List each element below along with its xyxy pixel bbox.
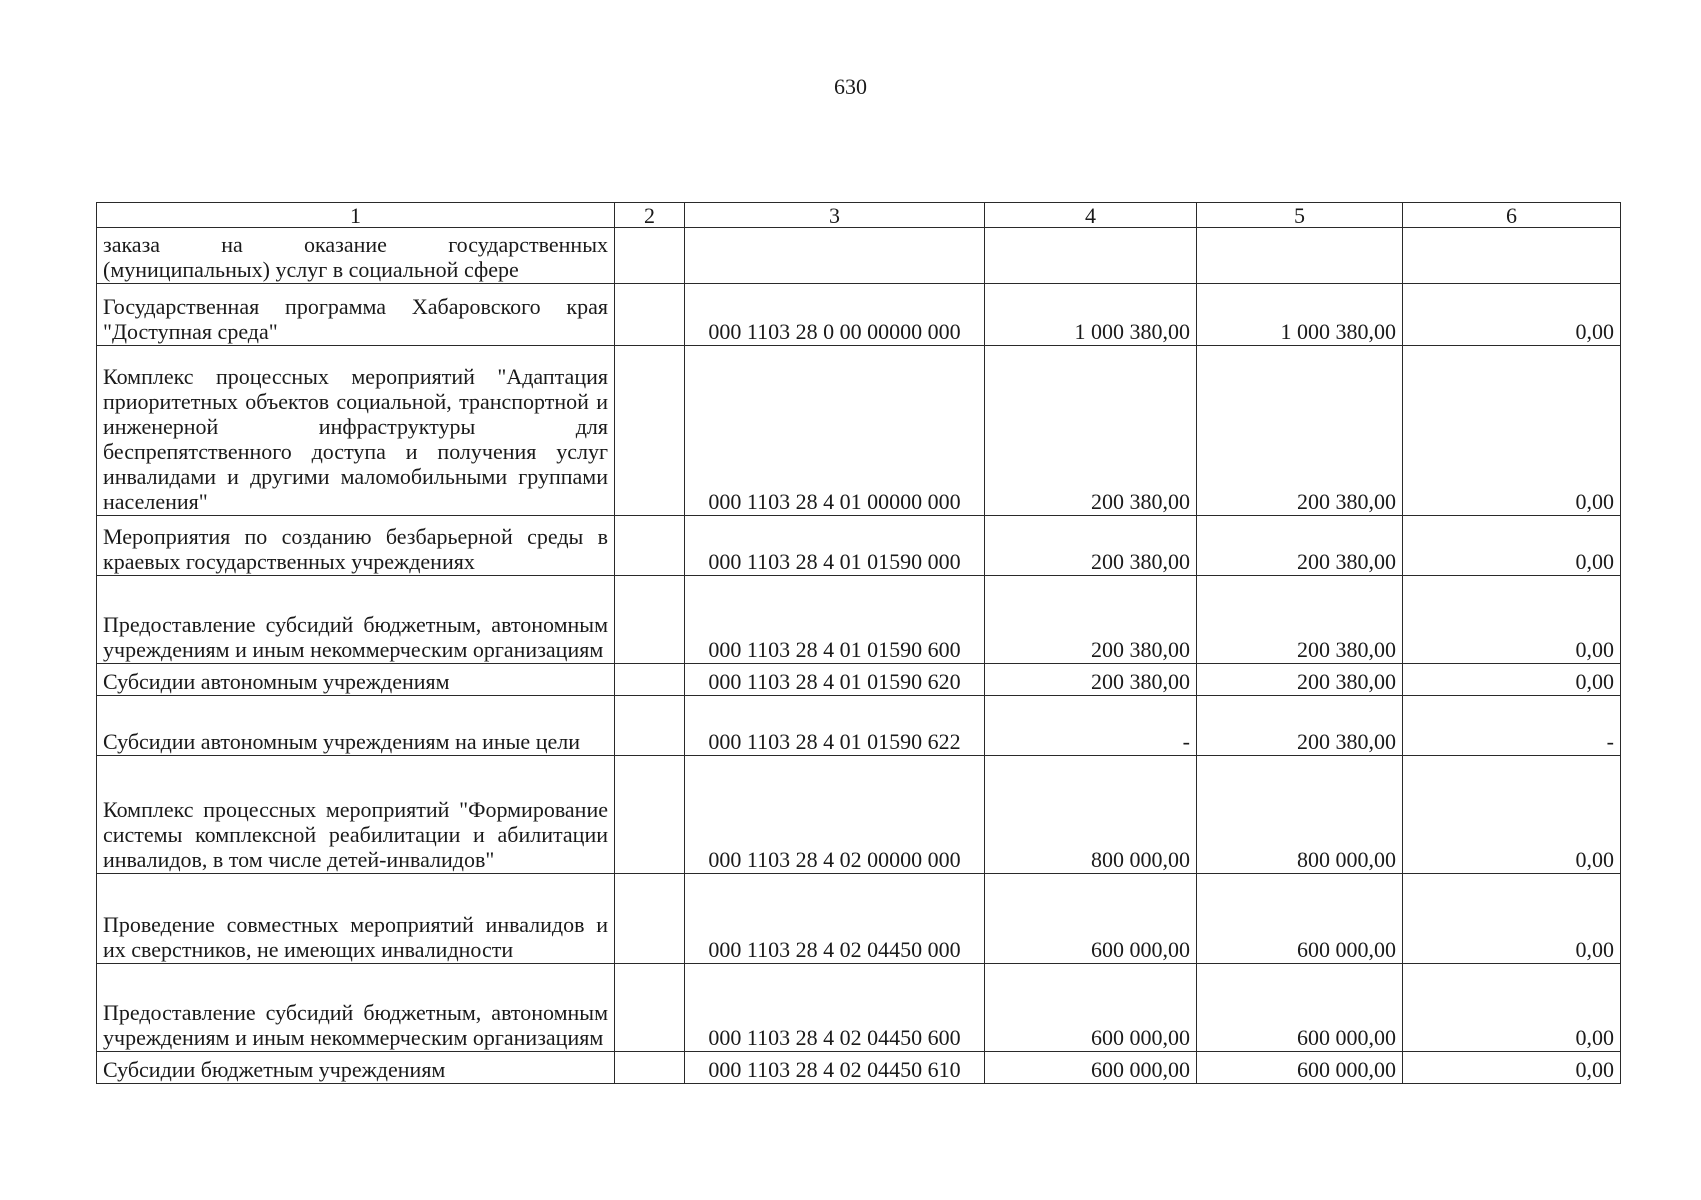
row-value-4: - (985, 696, 1197, 756)
row-value-4: 1 000 380,00 (985, 284, 1197, 346)
header-col-5: 5 (1197, 203, 1403, 228)
row-value-4: 800 000,00 (985, 756, 1197, 874)
row-value-4: 600 000,00 (985, 1052, 1197, 1084)
row-code: 000 1103 28 4 02 04450 000 (685, 874, 985, 964)
row-value-4 (985, 228, 1197, 284)
row-value-4: 200 380,00 (985, 516, 1197, 576)
row-value-5: 200 380,00 (1197, 664, 1403, 696)
row-value-6: 0,00 (1403, 756, 1621, 874)
table-header-row (97, 203, 1621, 228)
row-value-6: 0,00 (1403, 874, 1621, 964)
table-row (97, 346, 1621, 516)
row-col2 (615, 516, 685, 576)
row-value-6: 0,00 (1403, 576, 1621, 664)
table-row (97, 756, 1621, 874)
row-value-5: 600 000,00 (1197, 964, 1403, 1052)
row-code: 000 1103 28 4 02 00000 000 (685, 756, 985, 874)
row-value-6: 0,00 (1403, 516, 1621, 576)
row-col2 (615, 284, 685, 346)
row-value-6: - (1403, 696, 1621, 756)
row-value-5: 600 000,00 (1197, 874, 1403, 964)
row-value-4: 200 380,00 (985, 664, 1197, 696)
row-value-4: 600 000,00 (985, 964, 1197, 1052)
row-name: заказа на оказание государственных (муниципальных) услуг в социальной сфере (97, 228, 615, 284)
row-col2 (615, 696, 685, 756)
header-col-3: 3 (685, 203, 985, 228)
table-row (97, 516, 1621, 576)
table-row (97, 228, 1621, 284)
row-code: 000 1103 28 4 01 00000 000 (685, 346, 985, 516)
table-row (97, 874, 1621, 964)
table-row (97, 964, 1621, 1052)
row-code (685, 228, 985, 284)
row-value-4: 200 380,00 (985, 576, 1197, 664)
row-code: 000 1103 28 4 02 04450 600 (685, 964, 985, 1052)
row-value-4: 200 380,00 (985, 346, 1197, 516)
row-value-5: 800 000,00 (1197, 756, 1403, 874)
table-row (97, 576, 1621, 664)
row-code: 000 1103 28 4 01 01590 000 (685, 516, 985, 576)
row-name: Субсидии бюджетным учреждениям (97, 1052, 615, 1084)
row-value-5: 600 000,00 (1197, 1052, 1403, 1084)
row-value-5: 200 380,00 (1197, 576, 1403, 664)
row-name: Предоставление субсидий бюджетным, автономным учреждениям и иным некоммерческим организациям (97, 964, 615, 1052)
row-code: 000 1103 28 0 00 00000 000 (685, 284, 985, 346)
row-value-5: 200 380,00 (1197, 516, 1403, 576)
row-col2 (615, 664, 685, 696)
header-col-1: 1 (97, 203, 615, 228)
row-name: Субсидии автономным учреждениям (97, 664, 615, 696)
row-value-6: 0,00 (1403, 664, 1621, 696)
row-name: Комплекс процессных мероприятий "Адаптация приоритетных объектов социальной, транспортной и инженерной инфраструктуры для беспрепятственного доступа и получения услуг инвалидами и другими маломобильными группами населения" (97, 346, 615, 516)
table-row (97, 1052, 1621, 1084)
header-col-4: 4 (985, 203, 1197, 228)
row-value-5: 200 380,00 (1197, 696, 1403, 756)
row-col2 (615, 756, 685, 874)
row-value-6: 0,00 (1403, 964, 1621, 1052)
header-col-6: 6 (1403, 203, 1621, 228)
row-name: Мероприятия по созданию безбарьерной среды в краевых государственных учреждениях (97, 516, 615, 576)
table-row (97, 696, 1621, 756)
page-number: 630 (834, 74, 867, 99)
budget-table (96, 202, 1621, 1084)
row-col2 (615, 346, 685, 516)
row-value-6: 0,00 (1403, 284, 1621, 346)
row-col2 (615, 228, 685, 284)
row-col2 (615, 874, 685, 964)
row-value-4: 600 000,00 (985, 874, 1197, 964)
row-name: Комплекс процессных мероприятий "Формирование системы комплексной реабилитации и абилитации инвалидов, в том числе детей-инвалидов" (97, 756, 615, 874)
row-name: Субсидии автономным учреждениям на иные цели (97, 696, 615, 756)
row-code: 000 1103 28 4 01 01590 620 (685, 664, 985, 696)
row-code: 000 1103 28 4 01 01590 622 (685, 696, 985, 756)
row-name: Проведение совместных мероприятий инвалидов и их сверстников, не имеющих инвалидности (97, 874, 615, 964)
row-value-5 (1197, 228, 1403, 284)
row-code: 000 1103 28 4 02 04450 610 (685, 1052, 985, 1084)
row-value-5: 200 380,00 (1197, 346, 1403, 516)
row-col2 (615, 576, 685, 664)
table-row (97, 284, 1621, 346)
row-code: 000 1103 28 4 01 01590 600 (685, 576, 985, 664)
row-value-6: 0,00 (1403, 346, 1621, 516)
table-row (97, 664, 1621, 696)
row-col2 (615, 964, 685, 1052)
row-value-6: 0,00 (1403, 1052, 1621, 1084)
row-name: Предоставление субсидий бюджетным, автономным учреждениям и иным некоммерческим организациям (97, 576, 615, 664)
row-value-5: 1 000 380,00 (1197, 284, 1403, 346)
row-col2 (615, 1052, 685, 1084)
row-value-6 (1403, 228, 1621, 284)
row-name: Государственная программа Хабаровского края "Доступная среда" (97, 284, 615, 346)
header-col-2: 2 (615, 203, 685, 228)
